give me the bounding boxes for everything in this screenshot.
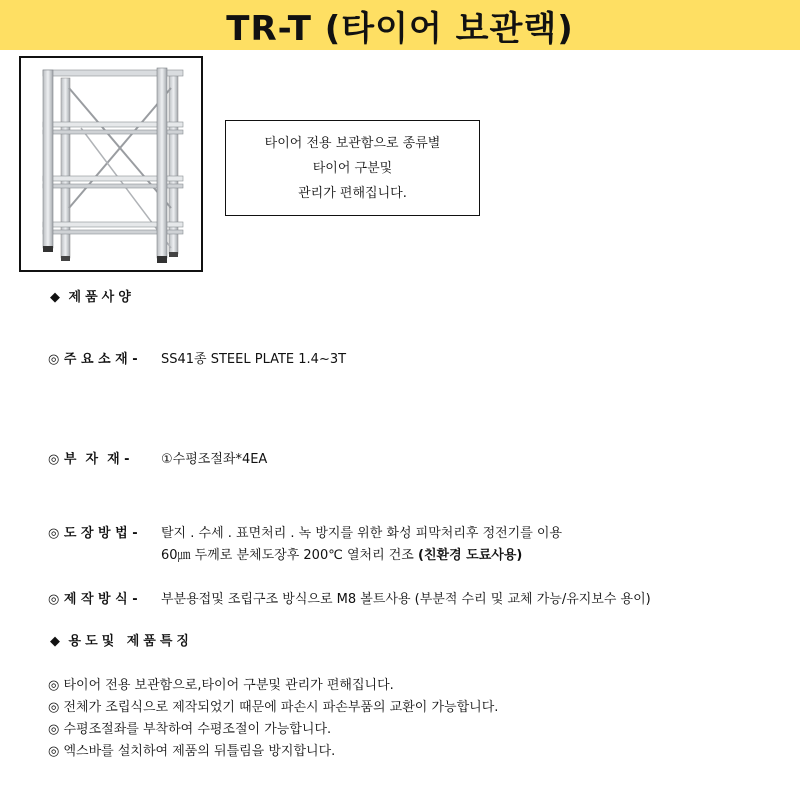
- diamond-icon: ◆: [50, 634, 60, 649]
- spec-row-parts: [48, 448, 267, 467]
- spec-value-line2: [161, 544, 522, 563]
- section-label: 용도및 제품특징: [68, 634, 193, 649]
- title-banner: [0, 0, 800, 50]
- spec-key: ◎ 제 작 방 식 -: [48, 592, 138, 607]
- feature-item: ◎ 타이어 전용 보관함으로,타이어 구분및 관리가 편해집니다.: [48, 678, 394, 693]
- section-heading-use: [50, 630, 193, 649]
- eco-paint-note: (친환경 도료사용): [418, 548, 523, 563]
- spec-value: SS41종 STEEL PLATE 1.4~3T: [161, 352, 347, 367]
- spec-value: 탈지 . 수세 . 표면처리 . 녹 방지를 위한 화성 피막처리후 정전기를 이용: [161, 526, 563, 541]
- feature-item: ◎ 수평조절좌를 부착하여 수평조절이 가능합니다.: [48, 722, 332, 737]
- diamond-icon: ◆: [50, 290, 60, 305]
- callout-line: 타이어 전용 보관함으로 종류별: [264, 135, 441, 151]
- callout-line: 관리가 편해집니다.: [298, 185, 407, 201]
- feature-item: ◎ 전체가 조립식으로 제작되었기 때문에 파손시 파손부품의 교환이 가능합니다.: [48, 700, 499, 715]
- spec-value: 부분용접및 조립구조 방식으로 M8 볼트사용 (부분적 수리 및 교체 가능/유지보수 용이): [161, 592, 651, 607]
- callout-line: 타이어 구분및: [312, 160, 393, 176]
- spec-key: ◎ 도 장 방 법 -: [48, 526, 138, 541]
- description-callout: [225, 120, 480, 216]
- spec-row-material: [48, 348, 346, 367]
- spec-row-coating-cont: [161, 544, 522, 563]
- product-image: [19, 56, 203, 272]
- spec-row-coating: [48, 522, 562, 541]
- section-heading-spec: [50, 286, 135, 305]
- spec-value: ①수평조절좌*4EA: [161, 452, 268, 467]
- section-label: 제품사양: [68, 290, 135, 305]
- tire-rack-illustration: [21, 58, 201, 270]
- spec-row-method: [48, 588, 651, 607]
- feature-item: ◎ 엑스바를 설치하여 제품의 뒤틀림을 방지합니다.: [48, 744, 336, 759]
- spec-key: ◎ 주 요 소 재 -: [48, 352, 138, 367]
- page-title: TR-T (타이어 보관랙): [226, 8, 574, 49]
- spec-value: 60㎛ 두께로 분체도장후 200℃ 열처리 건조: [161, 548, 414, 563]
- spec-key: ◎ 부 자 재 -: [48, 452, 130, 467]
